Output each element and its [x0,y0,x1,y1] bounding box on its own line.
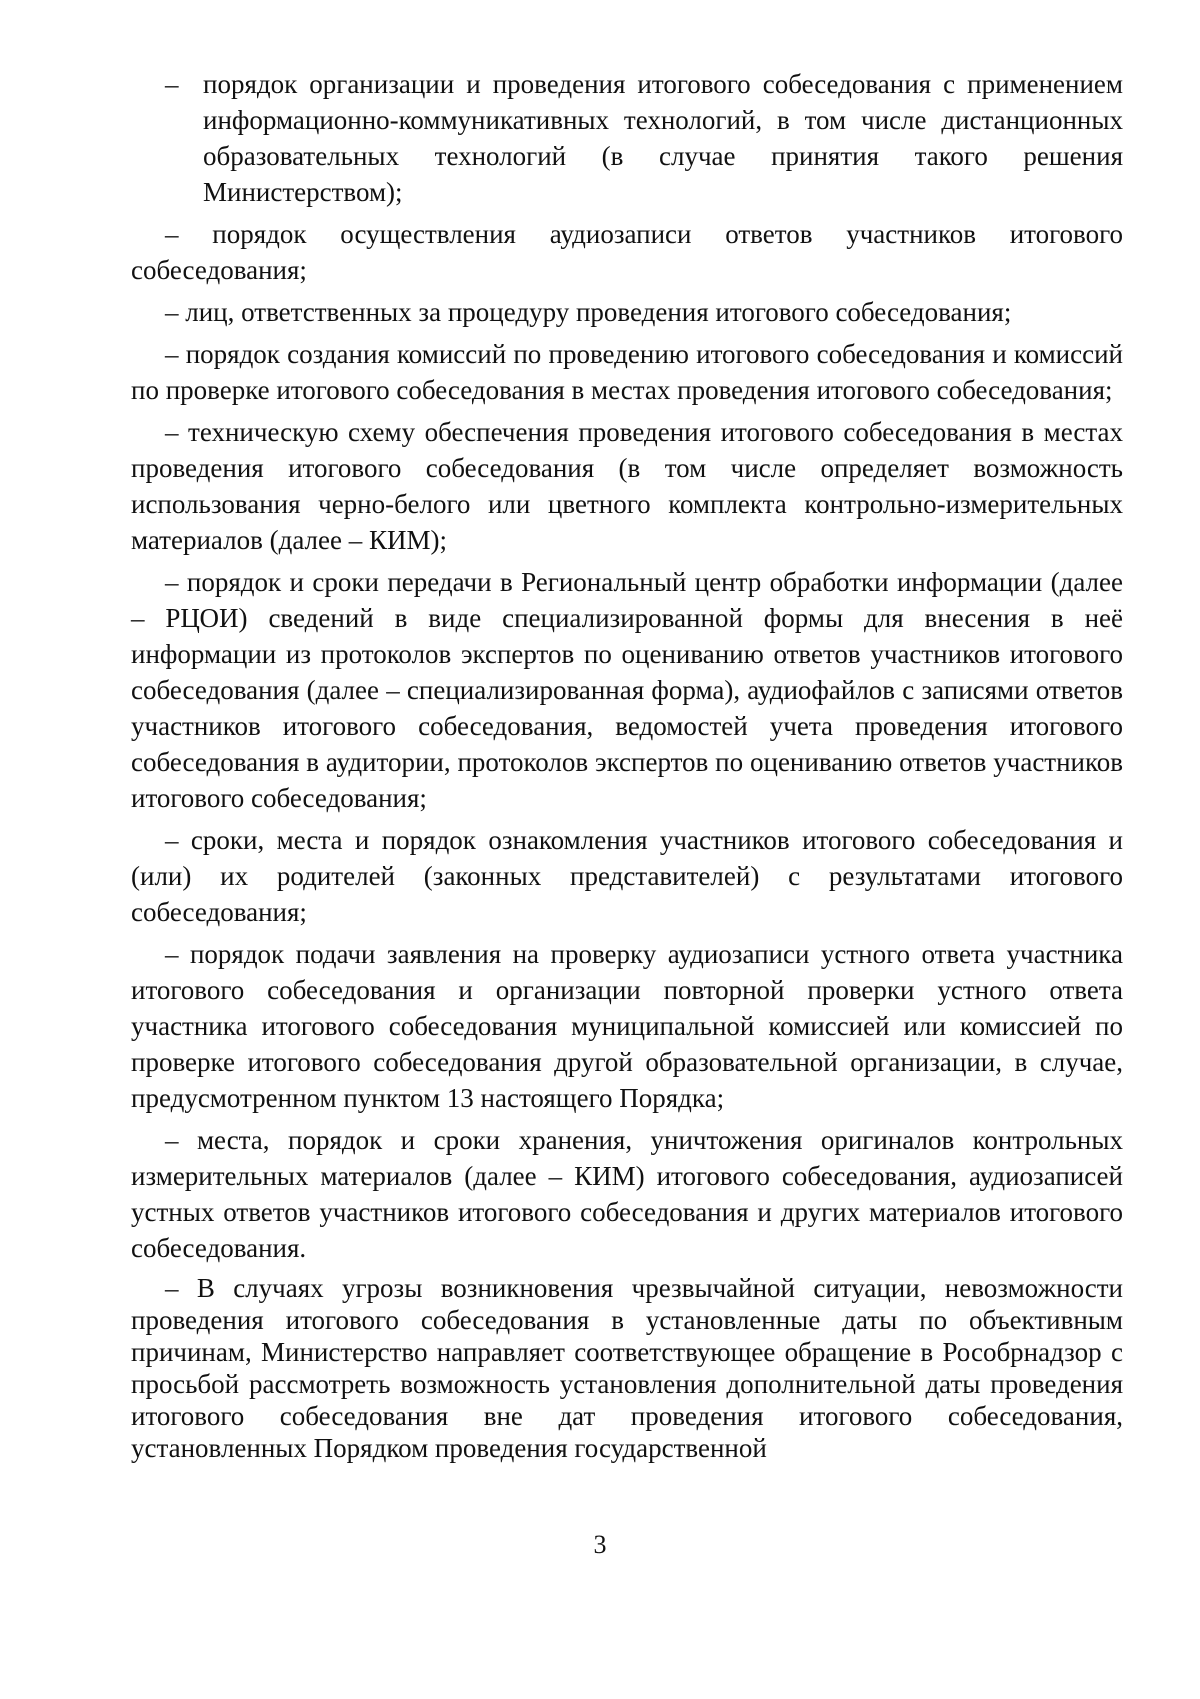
list-item: – порядок создания комиссий по проведению итогового собеседования и комиссий по проверке итогового собеседования в местах проведения итогового собеседования; [131,339,1123,405]
list-item: – порядок подачи заявления на проверку аудиозаписи устного ответа участника итогового собеседования и организации повторной проверки устного ответа участника итогового собеседования муниципальной комиссией или комиссией по проверке итогового собеседования другой образовательной организации, в случае, предусмотренном пунктом 13 настоящего Порядка; [131,939,1123,1113]
list-item-text: порядок организации и проведения итогового собеседования с применением информационно-коммуникативных технологий, в том числе дистанционных образовательных технологий (в случае принятия такого решения Министерством); [203,69,1123,207]
list-item: – порядок и сроки передачи в Региональный центр обработки информации (далее – РЦОИ) сведений в виде специализированной формы для внесения в неё информации из протоколов экспертов по оцениванию ответов участников итогового собеседования (далее – специализированная форма), аудиофайлов с записями ответов участников итогового собеседования, ведомостей учета проведения итогового собеседования в аудитории, протоколов экспертов по оцениванию ответов участников итогового собеседования; [131,567,1123,813]
list-item [131,66,1123,210]
document-body [131,66,1123,1470]
list-item: – техническую схему обеспечения проведения итогового собеседования в местах проведения итогового собеседования (в том числе определяет возможность использования черно-белого или цветного комплекта контрольно-измерительных материалов (далее – КИМ); [131,417,1123,555]
list-item: – лиц, ответственных за процедуру проведения итогового собеседования; [165,297,1012,327]
list-item: – сроки, места и порядок ознакомления участников итогового собеседования и (или) их родителей (законных представителей) с результатами итогового собеседования; [131,825,1123,927]
list-item: – порядок осуществления аудиозаписи ответов участников итогового собеседования; [131,219,1123,285]
closing-paragraph: – В случаях угрозы возникновения чрезвычайной ситуации, невозможности проведения итогового собеседования в установленные даты по объективным причинам, Министерство направляет соответствующее обращение в Рособрнадзор с просьбой рассмотреть возможность установления дополнительной даты проведения итогового собеседования вне дат проведения итогового собеседования, установленных Порядком проведения государственной [131,1273,1123,1463]
list-dash: – [165,69,179,99]
list-item: – места, порядок и сроки хранения, уничтожения оригиналов контрольных измерительных материалов (далее – КИМ) итогового собеседования, аудиозаписей устных ответов участников итогового собеседования и других материалов итогового собеседования. [131,1125,1123,1263]
page-number: 3 [593,1530,607,1559]
